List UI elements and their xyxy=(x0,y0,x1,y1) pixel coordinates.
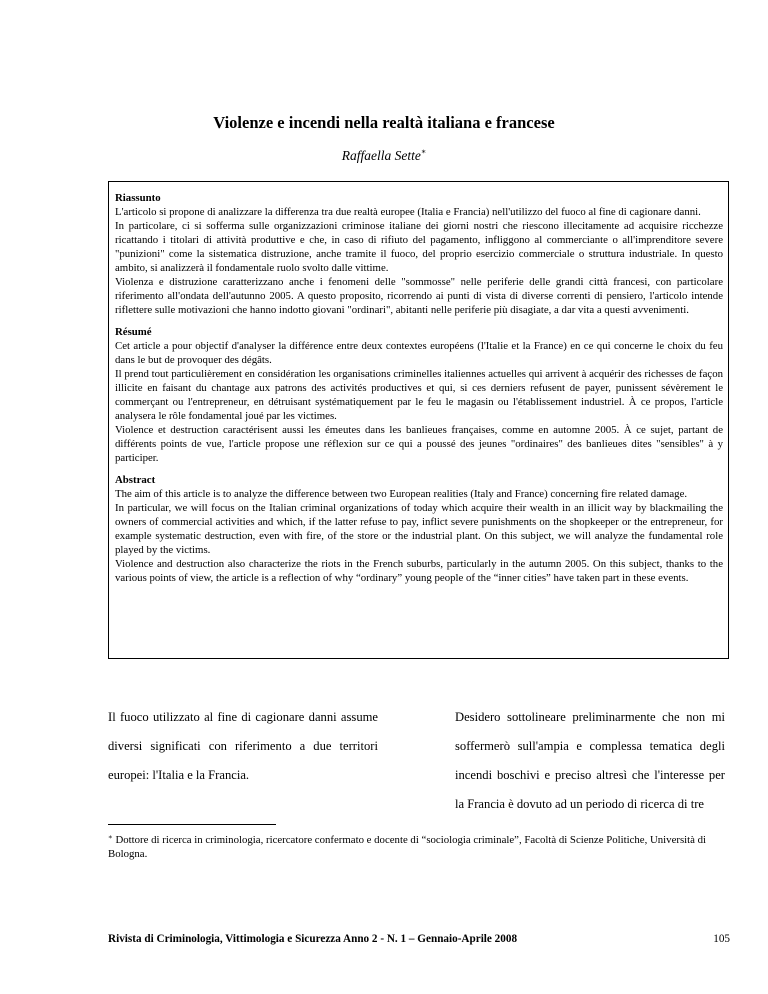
abstract-box xyxy=(108,181,729,659)
author-footnote-mark[interactable]: ∗ xyxy=(420,147,427,156)
paragraph: In particular, we will focus on the Italian criminal organizations of today which acquire their wealth in an illicit way by blackmailing the owners of commercial activities and which, if the latter refuse to pay, inflict severe punishments on the shopkeeper or the entrepreneur, for example systematic destruction, even with fire, of the store or the industrial plant. On this subject, we will analyze the fundamental role played by the victims. xyxy=(115,502,723,556)
paragraph: Violence et destruction caractérisent aussi les émeutes dans les banlieues françaises, comme en automne 2005. À ce sujet, partant de différents points de vue, l'article propose une réflexion sur ce qui a poussé des jeunes "ordinaires" des banlieues dites "sensibles" à y participer. xyxy=(115,424,723,464)
paragraph: The aim of this article is to analyze the difference between two European realities (Italy and France) concerning fire related damage. xyxy=(115,488,688,500)
body-column-left xyxy=(108,703,378,790)
paragraph: Violenza e distruzione caratterizzano anche i fenomeni delle "sommosse" nelle periferie delle grandi città francesi, con particolare riferimento all'ondata dell'autunno 2005. A questo proposito, ricorrendo ai punti di vista di diverse correnti di pensiero, l'articolo intende riflettere sulle motivazioni che hanno indotto giovani "ordinari", abitanti nelle periferie più disagiate, a dar vita a questi avvenimenti. xyxy=(115,276,723,316)
section-heading: Résumé xyxy=(115,326,152,338)
body-paragraph: Il fuoco utilizzato al fine di cagionare danni assume diversi significati con riferimento a due territori europei: l'Italia e la Francia. xyxy=(108,710,378,782)
paragraph: L'articolo si propone di analizzare la differenza tra due realtà europee (Italia e Francia) nell'utilizzo del fuoco al fine di cagionare danni. xyxy=(115,206,701,218)
body-paragraph: Desidero sottolineare preliminarmente che non mi soffermerò sull'ampia e complessa tematica degli incendi boschivi e preciso altresì che l'interesse per la Francia è dovuto ad un periodo di ricerca di tre xyxy=(455,710,725,811)
article-title: Violenze e incendi nella realtà italiana e francese xyxy=(213,113,555,132)
abstract-section-italian xyxy=(115,191,723,317)
journal-footer: Rivista di Criminologia, Vittimologia e Sicurezza Anno 2 - N. 1 – Gennaio-Aprile 2008 xyxy=(108,933,518,945)
section-heading: Abstract xyxy=(115,474,156,486)
paragraph: Il prend tout particulièrement en considération les organisations criminelles italiennes actuelles qui arrivent à acquérir des richesses de façon illicite en faisant du chantage aux patrons des activités productives et qui, si ces derniers refusent de payer, punissent sévèrement le commerçant ou l'entrepreneur, en détruisant systématiquement par le feu le magasin ou l'établissement industriel. À ce propos, l'article analysera le rôle fondamental joué par les victimes. xyxy=(115,368,723,422)
footnote xyxy=(108,830,729,861)
paragraph: In particolare, ci si sofferma sulle organizzazioni criminose italiane dei giorni nostri che riescono illecitamente ad acquisire ricchezze ricattando i titolari di attività produttive e che, in caso di rifiuto del pagamento, infliggono al commerciante o all'imprenditore severe "punizioni" come la sistematica distruzione, anche tramite il fuoco, del proprio esercizio commerciale o struttura industriale. In questo ambito, si analizzerà il fondamentale ruolo svolto dalle vittime. xyxy=(115,220,723,274)
footnote-text: Dottore di ricerca in criminologia, ricercatore confermato e docente di “sociologia criminale”, Facoltà di Scienze Politiche, Università di Bologna. xyxy=(108,834,707,860)
paragraph: Violence and destruction also characterize the riots in the French suburbs, particularly in the autumn 2005. On this subject, thanks to the various points of view, the article is a reflection of why “ordinary” young people of the “inner cities” have taken part in these events. xyxy=(115,558,723,584)
author-line xyxy=(0,147,768,164)
body-column-right xyxy=(455,703,725,819)
page-number: 105 xyxy=(713,933,730,945)
section-heading: Riassunto xyxy=(115,192,161,204)
footnote-divider xyxy=(108,824,276,825)
paragraph: Cet article a pour objectif d'analyser la différence entre deux contextes européens (l'Italie et la France) en ce qui concerne le choix du feu dans le but de provoquer des dégâts. xyxy=(115,340,723,366)
author-name: Raffaella Sette xyxy=(341,148,421,163)
abstract-section-english xyxy=(115,473,723,585)
footnote-mark: ∗ xyxy=(108,833,113,841)
abstract-section-french xyxy=(115,325,723,465)
